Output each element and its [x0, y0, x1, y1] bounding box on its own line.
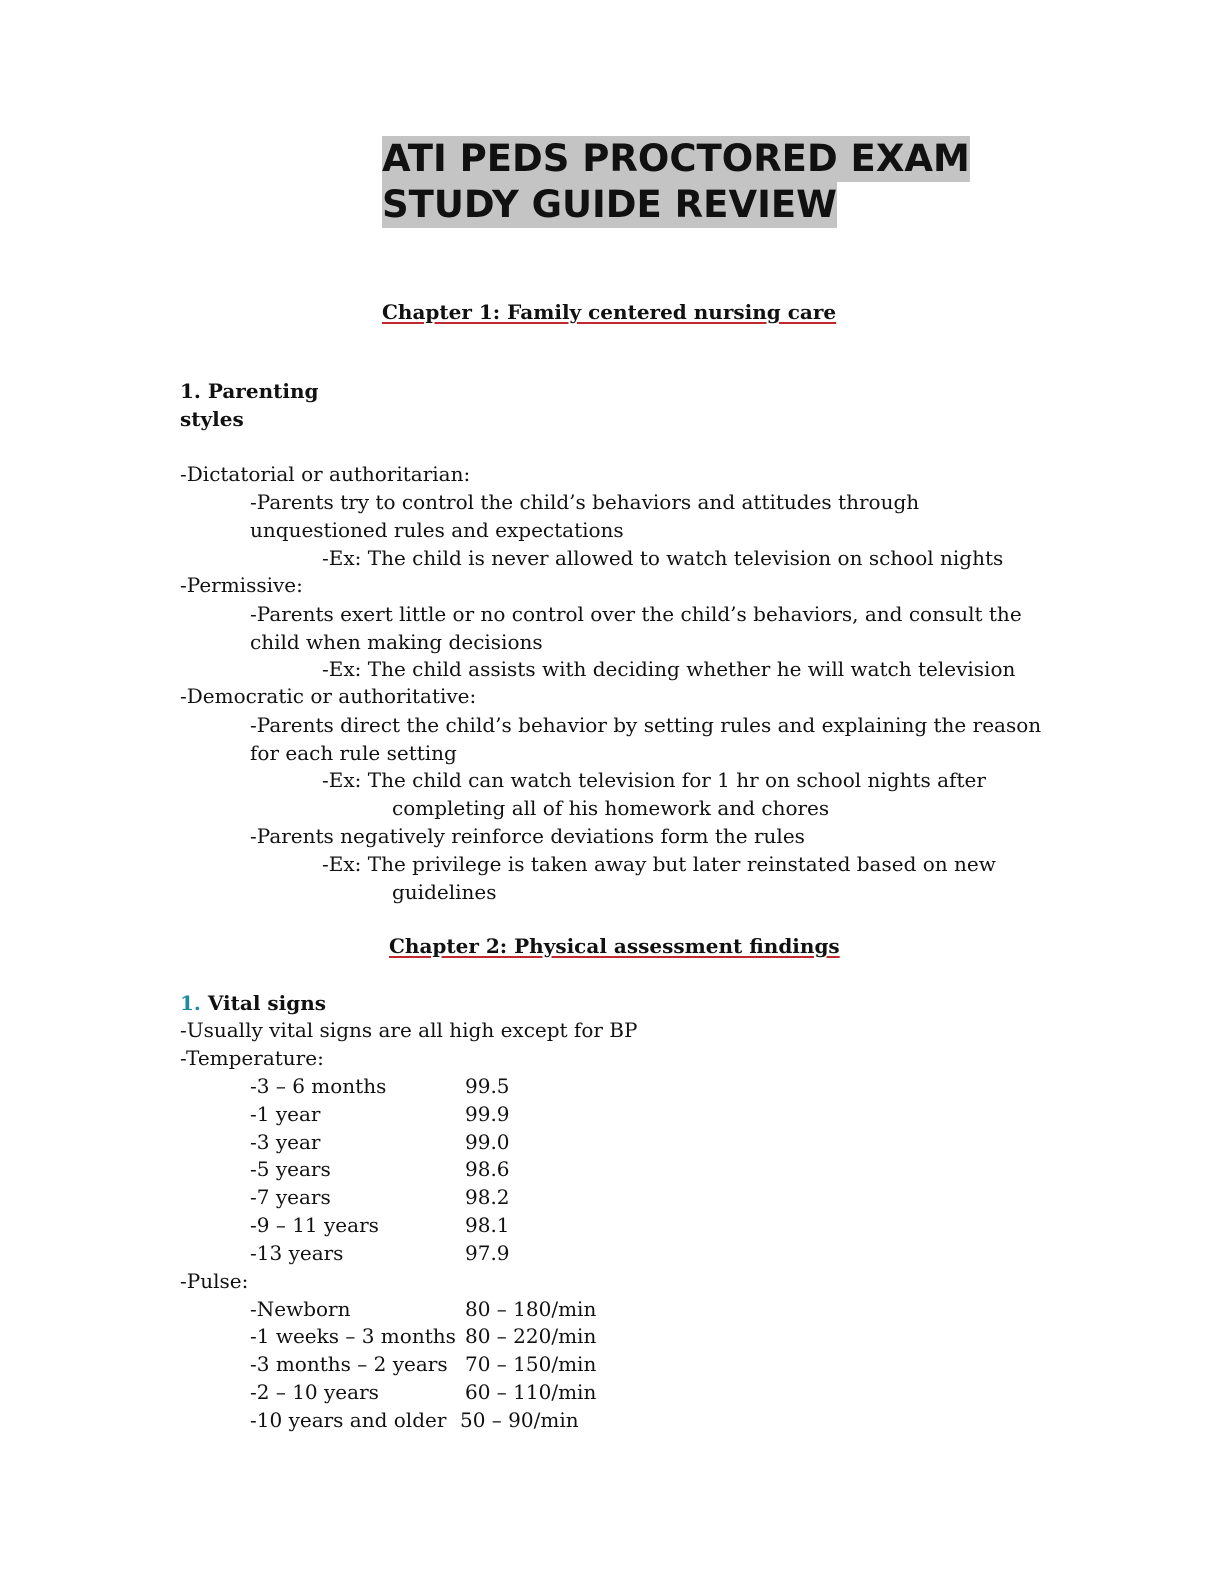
- text-line: completing all of his homework and chores: [392, 796, 830, 820]
- temperature-value: 99.5: [465, 1074, 510, 1098]
- chapter-1-heading: Chapter 1: Family centered nursing care: [382, 300, 837, 324]
- document-title: [382, 136, 970, 228]
- temperature-value: 98.6: [465, 1157, 510, 1181]
- text-line: -Parents direct the child’s behavior by setting rules and explaining the reason: [250, 713, 1042, 737]
- text-line: -Permissive:: [180, 573, 303, 597]
- vital-signs-note: -Usually vital signs are all high except for BP: [180, 1018, 638, 1042]
- text-line: -Ex: The privilege is taken away but later reinstated based on new: [322, 852, 996, 876]
- text-line: -Parents try to control the child’s behaviors and attitudes through: [250, 490, 920, 514]
- pulse-age: -Newborn: [250, 1297, 351, 1321]
- temperature-value: 99.0: [465, 1130, 510, 1154]
- temperature-age: -1 year: [250, 1102, 321, 1126]
- text-line: -Ex: The child can watch television for 1 hr on school nights after: [322, 768, 986, 792]
- pulse-value: 60 – 110/min: [465, 1380, 597, 1404]
- pulse-value: 50 – 90/min: [460, 1408, 579, 1432]
- pulse-age: -2 – 10 years: [250, 1380, 379, 1404]
- text-line: -Ex: The child assists with deciding whether he will watch television: [322, 657, 1016, 681]
- pulse-label: -Pulse:: [180, 1269, 249, 1293]
- text-line: -Democratic or authoritative:: [180, 684, 477, 708]
- temperature-age: -9 – 11 years: [250, 1213, 379, 1237]
- text-line: -Ex: The child is never allowed to watch television on school nights: [322, 546, 1004, 570]
- pulse-value: 80 – 220/min: [465, 1324, 597, 1348]
- temperature-age: -13 years: [250, 1241, 344, 1265]
- pulse-age: -10 years and older: [250, 1408, 447, 1432]
- pulse-age: -3 months – 2 years: [250, 1352, 448, 1376]
- temperature-label: -Temperature:: [180, 1046, 324, 1070]
- temperature-value: 98.2: [465, 1185, 510, 1209]
- text-line: for each rule setting: [250, 741, 457, 765]
- text-line: unquestioned rules and expectations: [250, 518, 624, 542]
- text-line: child when making decisions: [250, 630, 543, 654]
- temperature-age: -3 year: [250, 1130, 321, 1154]
- section-title-text: Vital signs: [200, 991, 327, 1015]
- text-line: -Parents exert little or no control over the child’s behaviors, and consult the: [250, 602, 1022, 626]
- temperature-value: 98.1: [465, 1213, 510, 1237]
- temperature-age: -5 years: [250, 1157, 331, 1181]
- temperature-age: -7 years: [250, 1185, 331, 1209]
- title-line-2: STUDY GUIDE REVIEW: [382, 183, 837, 226]
- chapter-2-heading: Chapter 2: Physical assessment findings: [389, 934, 840, 958]
- text-line: -Parents negatively reinforce deviations form the rules: [250, 824, 805, 848]
- temperature-value: 99.9: [465, 1102, 510, 1126]
- pulse-value: 80 – 180/min: [465, 1297, 597, 1321]
- section-number: 1.: [180, 991, 201, 1015]
- temperature-age: -3 – 6 months: [250, 1074, 387, 1098]
- title-line-1: ATI PEDS PROCTORED EXAM: [382, 137, 970, 180]
- section-title-styles: styles: [180, 407, 244, 431]
- pulse-value: 70 – 150/min: [465, 1352, 597, 1376]
- pulse-age: -1 weeks – 3 months: [250, 1324, 456, 1348]
- text-line: -Dictatorial or authoritarian:: [180, 462, 471, 486]
- section-title-vital-signs: [180, 989, 326, 1017]
- text-line: guidelines: [392, 880, 497, 904]
- section-title-parenting: 1. Parenting: [180, 379, 319, 403]
- temperature-value: 97.9: [465, 1241, 510, 1265]
